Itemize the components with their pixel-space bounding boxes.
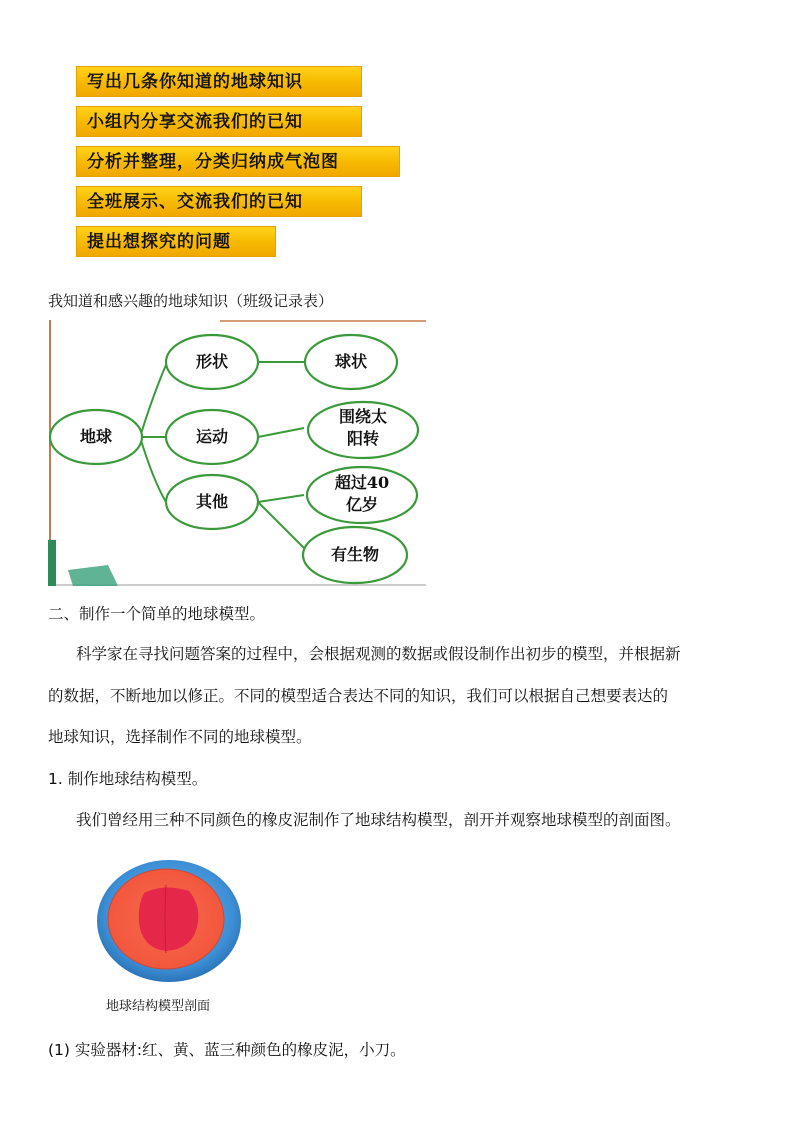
node-root: 地球 (79, 427, 112, 446)
node-motion: 运动 (195, 427, 228, 446)
node-shape: 形状 (195, 352, 228, 371)
node-other: 其他 (195, 492, 228, 511)
leaf-motion-line1: 围绕太 (338, 407, 387, 426)
step-2: 小组内分享交流我们的已知 (76, 106, 362, 137)
leaf-age-line1: 超过40 (334, 473, 390, 492)
decorative-corner (48, 540, 56, 586)
leaf-motion (308, 406, 418, 450)
step-4: 全班展示、交流我们的已知 (76, 186, 362, 217)
leaf-life: 有生物 (330, 545, 379, 564)
earth-model-image (94, 857, 244, 984)
section-title: 二、制作一个简单的地球模型。 (48, 605, 266, 623)
image-caption: 地球结构模型剖面 (106, 999, 211, 1014)
leaf-shape: 球状 (334, 352, 367, 371)
bubble-diagram (48, 320, 426, 586)
leaf-age-line2: 亿岁 (345, 495, 378, 514)
step-1: 写出几条你知道的地球知识 (76, 66, 362, 97)
intro-line-1: 科学家在寻找问题答案的过程中，会根据观测的数据或假设制作出初步的模型，并根据新 (76, 645, 681, 663)
intro-line-3: 地球知识，选择制作不同的地球模型。 (48, 728, 312, 746)
diagram-caption: 我知道和感兴趣的地球知识（班级记录表） (48, 292, 334, 310)
subsection-text: 我们曾经用三种不同颜色的橡皮泥制作了地球结构模型，剖开并观察地球模型的剖面图。 (76, 811, 681, 829)
leaf-motion-line2: 阳转 (346, 429, 379, 448)
step-3: 分析并整理，分类归纳成气泡图 (76, 146, 400, 177)
subsection-title: 1. 制作地球结构模型。 (48, 770, 208, 788)
leaf-age (307, 472, 417, 516)
materials-text: (1) 实验器材:红、黄、蓝三种颜色的橡皮泥，小刀。 (48, 1041, 406, 1059)
step-5: 提出想探究的问题 (76, 226, 276, 257)
intro-line-2: 的数据，不断地加以修正。不同的模型适合表达不同的知识，我们可以根据自己想要表达的 (48, 687, 669, 705)
